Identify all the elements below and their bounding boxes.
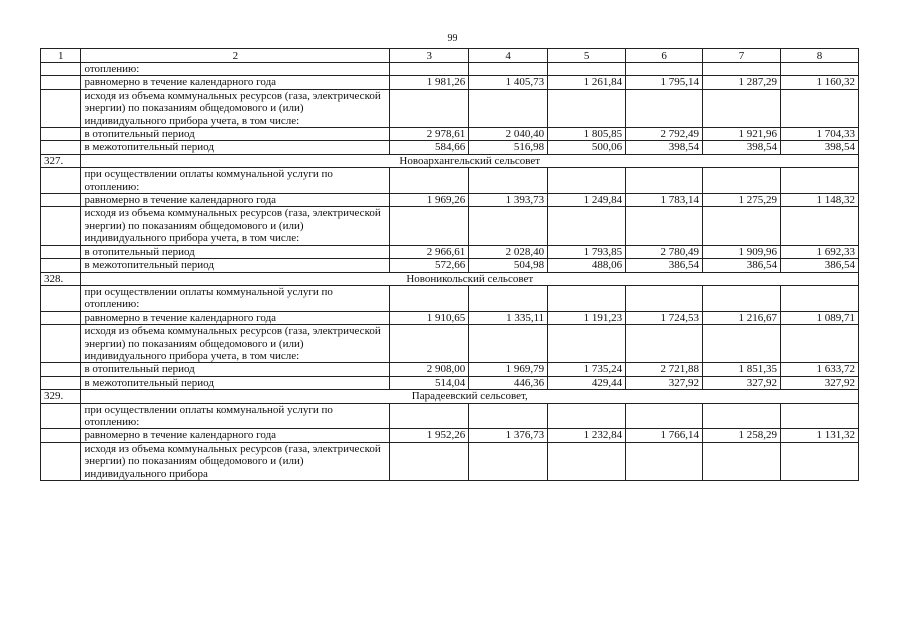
- section-row: [41, 390, 859, 403]
- value-cell: 1 148,32: [780, 194, 858, 207]
- value-cell: 327,92: [626, 376, 703, 389]
- table-row: [41, 245, 859, 258]
- value-cell: [703, 89, 781, 127]
- section-row: [41, 154, 859, 167]
- description-row: [41, 403, 859, 429]
- description-row: [41, 442, 859, 480]
- value-cell: 1 921,96: [703, 128, 781, 141]
- value-cell: 1 261,84: [548, 76, 626, 89]
- value-cell: 386,54: [626, 259, 703, 272]
- table-row: [41, 311, 859, 324]
- column-header: 1: [41, 49, 81, 63]
- value-cell: 1 766,14: [626, 429, 703, 442]
- value-cell: [780, 285, 858, 311]
- column-header: 7: [703, 49, 781, 63]
- column-header: 2: [81, 49, 390, 63]
- section-row: [41, 272, 859, 285]
- row-description: равномерно в течение календарного года: [81, 194, 390, 207]
- value-cell: [626, 63, 703, 76]
- row-description: равномерно в течение календарного года: [81, 76, 390, 89]
- row-description: при осуществлении оплаты коммунальной услуги по отоплению:: [81, 403, 390, 429]
- value-cell: [780, 89, 858, 127]
- value-cell: [703, 168, 781, 194]
- value-cell: 1 952,26: [390, 429, 469, 442]
- value-cell: 1 724,53: [626, 311, 703, 324]
- value-cell: 1 376,73: [469, 429, 548, 442]
- value-cell: [780, 207, 858, 245]
- value-cell: 1 969,79: [469, 363, 548, 376]
- value-cell: 1 232,84: [548, 429, 626, 442]
- value-cell: [703, 63, 781, 76]
- column-header: 3: [390, 49, 469, 63]
- value-cell: 572,66: [390, 259, 469, 272]
- value-cell: [390, 325, 469, 363]
- row-number: [41, 311, 81, 324]
- row-description: при осуществлении оплаты коммунальной услуги по отоплению:: [81, 168, 390, 194]
- value-cell: 1 258,29: [703, 429, 781, 442]
- table-row: [41, 128, 859, 141]
- value-cell: [548, 168, 626, 194]
- value-cell: 584,66: [390, 141, 469, 154]
- value-cell: [703, 207, 781, 245]
- row-number: [41, 245, 81, 258]
- row-number: [41, 325, 81, 363]
- section-number: 328.: [41, 272, 81, 285]
- value-cell: [626, 168, 703, 194]
- value-cell: 500,06: [548, 141, 626, 154]
- value-cell: [626, 403, 703, 429]
- column-header: 8: [780, 49, 858, 63]
- value-cell: [703, 325, 781, 363]
- value-cell: 2 780,49: [626, 245, 703, 258]
- value-cell: 1 335,11: [469, 311, 548, 324]
- value-cell: 2 908,00: [390, 363, 469, 376]
- column-header: 4: [469, 49, 548, 63]
- value-cell: 398,54: [780, 141, 858, 154]
- row-number: [41, 403, 81, 429]
- value-cell: 1 089,71: [780, 311, 858, 324]
- value-cell: 398,54: [626, 141, 703, 154]
- value-cell: 2 040,40: [469, 128, 548, 141]
- row-description: при осуществлении оплаты коммунальной услуги по отоплению:: [81, 285, 390, 311]
- value-cell: [469, 285, 548, 311]
- row-description: равномерно в течение календарного года: [81, 429, 390, 442]
- row-number: [41, 259, 81, 272]
- description-row: [41, 207, 859, 245]
- value-cell: [780, 442, 858, 480]
- section-number: 329.: [41, 390, 81, 403]
- value-cell: 2 978,61: [390, 128, 469, 141]
- value-cell: 1 692,33: [780, 245, 858, 258]
- value-cell: 1 735,24: [548, 363, 626, 376]
- row-description: исходя из объема коммунальных ресурсов (газа, электрической энергии) по показаниям общедомового и (или) индивидуального прибора учета, в том числе:: [81, 89, 390, 127]
- section-title: Парадеевский сельсовет,: [81, 390, 859, 403]
- table-row: [41, 376, 859, 389]
- value-cell: 1 216,67: [703, 311, 781, 324]
- value-cell: [390, 168, 469, 194]
- value-cell: [469, 168, 548, 194]
- column-header: 6: [626, 49, 703, 63]
- value-cell: [626, 89, 703, 127]
- page-number: 99: [447, 33, 458, 44]
- value-cell: 1 287,29: [703, 76, 781, 89]
- value-cell: [548, 285, 626, 311]
- row-number: [41, 207, 81, 245]
- section-title: Новоникольский сельсовет: [81, 272, 859, 285]
- value-cell: 1 910,65: [390, 311, 469, 324]
- value-cell: 1 704,33: [780, 128, 858, 141]
- value-cell: [469, 325, 548, 363]
- value-cell: 386,54: [703, 259, 781, 272]
- row-description: равномерно в течение календарного года: [81, 311, 390, 324]
- value-cell: 1 981,26: [390, 76, 469, 89]
- value-cell: [703, 285, 781, 311]
- value-cell: [780, 325, 858, 363]
- value-cell: 1 160,32: [780, 76, 858, 89]
- row-description: исходя из объема коммунальных ресурсов (газа, электрической энергии) по показаниям общедомового и (или) индивидуального прибора учета, в том числе:: [81, 325, 390, 363]
- value-cell: 327,92: [703, 376, 781, 389]
- row-number: [41, 363, 81, 376]
- value-cell: [390, 207, 469, 245]
- value-cell: [390, 285, 469, 311]
- value-cell: 386,54: [780, 259, 858, 272]
- value-cell: 2 966,61: [390, 245, 469, 258]
- row-number: [41, 141, 81, 154]
- description-row: [41, 285, 859, 311]
- row-description: исходя из объема коммунальных ресурсов (газа, электрической энергии) по показаниям общедомового и (или) индивидуального прибора учета, в том числе:: [81, 207, 390, 245]
- value-cell: 1 805,85: [548, 128, 626, 141]
- table-row: [41, 141, 859, 154]
- value-cell: [626, 285, 703, 311]
- row-number: [41, 63, 81, 76]
- value-cell: 516,98: [469, 141, 548, 154]
- value-cell: 1 249,84: [548, 194, 626, 207]
- value-cell: [469, 207, 548, 245]
- value-cell: 488,06: [548, 259, 626, 272]
- value-cell: [626, 442, 703, 480]
- column-header-row: [41, 49, 859, 63]
- tariff-table: [40, 48, 859, 481]
- value-cell: [548, 442, 626, 480]
- value-cell: 1 909,96: [703, 245, 781, 258]
- row-number: [41, 128, 81, 141]
- value-cell: [548, 63, 626, 76]
- row-number: [41, 89, 81, 127]
- value-cell: 2 028,40: [469, 245, 548, 258]
- value-cell: [548, 207, 626, 245]
- value-cell: [469, 442, 548, 480]
- row-description: в межотопительный период: [81, 259, 390, 272]
- value-cell: 1 851,35: [703, 363, 781, 376]
- value-cell: 2 792,49: [626, 128, 703, 141]
- description-row: [41, 89, 859, 127]
- value-cell: [548, 325, 626, 363]
- value-cell: 327,92: [780, 376, 858, 389]
- value-cell: 504,98: [469, 259, 548, 272]
- value-cell: [780, 63, 858, 76]
- description-row: [41, 325, 859, 363]
- table-row: [41, 194, 859, 207]
- value-cell: [390, 63, 469, 76]
- value-cell: [780, 168, 858, 194]
- value-cell: 1 793,85: [548, 245, 626, 258]
- value-cell: [548, 403, 626, 429]
- row-description: в межотопительный период: [81, 376, 390, 389]
- value-cell: [626, 325, 703, 363]
- table-row: [41, 363, 859, 376]
- row-description: в отопительный период: [81, 363, 390, 376]
- value-cell: 429,44: [548, 376, 626, 389]
- value-cell: [469, 63, 548, 76]
- row-description: в отопительный период: [81, 128, 390, 141]
- row-number: [41, 376, 81, 389]
- row-description: отоплению:: [81, 63, 390, 76]
- value-cell: [780, 403, 858, 429]
- value-cell: [548, 89, 626, 127]
- description-row: [41, 63, 859, 76]
- value-cell: 1 393,73: [469, 194, 548, 207]
- value-cell: 1 969,26: [390, 194, 469, 207]
- table-row: [41, 259, 859, 272]
- value-cell: 1 783,14: [626, 194, 703, 207]
- value-cell: [626, 207, 703, 245]
- value-cell: [703, 442, 781, 480]
- table-row: [41, 429, 859, 442]
- column-header: 5: [548, 49, 626, 63]
- value-cell: 1 191,23: [548, 311, 626, 324]
- row-number: [41, 442, 81, 480]
- table-body: [41, 49, 859, 481]
- value-cell: 1 131,32: [780, 429, 858, 442]
- value-cell: [469, 403, 548, 429]
- value-cell: [469, 89, 548, 127]
- row-description: в отопительный период: [81, 245, 390, 258]
- value-cell: 398,54: [703, 141, 781, 154]
- row-description: в межотопительный период: [81, 141, 390, 154]
- value-cell: [390, 442, 469, 480]
- section-number: 327.: [41, 154, 81, 167]
- row-number: [41, 285, 81, 311]
- value-cell: [390, 403, 469, 429]
- value-cell: [390, 89, 469, 127]
- value-cell: 1 405,73: [469, 76, 548, 89]
- value-cell: 1 275,29: [703, 194, 781, 207]
- value-cell: 1 633,72: [780, 363, 858, 376]
- row-number: [41, 168, 81, 194]
- value-cell: 446,36: [469, 376, 548, 389]
- value-cell: 1 795,14: [626, 76, 703, 89]
- value-cell: [703, 403, 781, 429]
- section-title: Новоархангельский сельсовет: [81, 154, 859, 167]
- row-description: исходя из объема коммунальных ресурсов (газа, электрической энергии) по показаниям общедомового и (или) индивидуального прибора: [81, 442, 390, 480]
- value-cell: 2 721,88: [626, 363, 703, 376]
- description-row: [41, 168, 859, 194]
- row-number: [41, 76, 81, 89]
- table-row: [41, 76, 859, 89]
- row-number: [41, 194, 81, 207]
- value-cell: 514,04: [390, 376, 469, 389]
- row-number: [41, 429, 81, 442]
